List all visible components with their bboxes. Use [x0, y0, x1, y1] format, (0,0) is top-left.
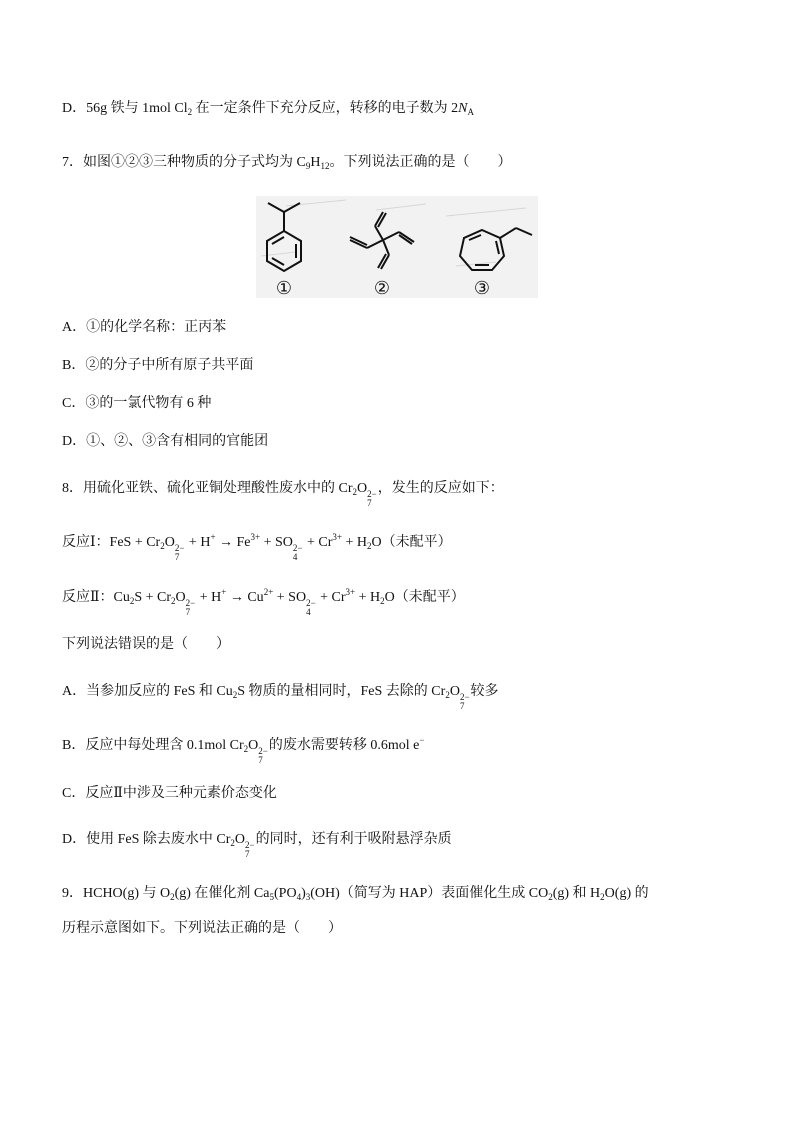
stem-text: (PO	[274, 886, 297, 901]
unbalanced-note: （未配平）	[381, 535, 452, 550]
option-text: B．反应中每处理含 0.1mol Cr	[62, 738, 244, 753]
q9-stem-line2	[62, 919, 342, 939]
stem-text: 9．HCHO(g) 与 O	[62, 886, 171, 901]
q7-option-a: A．①的化学名称：正丙苯	[62, 320, 227, 335]
q8-option-d: D．使用 FeS 除去废水中 $Cr_2O$ 2− 7 的同时，还有利于吸附悬浮杂质	[62, 832, 452, 859]
reaction-label: 反应Ⅰ：	[62, 535, 110, 550]
q8-option-a: A．当参加反应的 FeS 和 $Cu_2S$ 物质的量相同时，FeS 去除的 $Cr_2O$ 2− 7 较多	[62, 684, 499, 711]
stem-text: 7．如图①②③三种物质的分子式均为 C	[62, 155, 306, 170]
stem-text: ）	[497, 155, 512, 170]
subscript: 9	[305, 161, 311, 171]
q6-option-d	[62, 99, 474, 119]
option-text: 的废水需要转移 0.6mol e	[268, 738, 420, 753]
q8-option-c: C．反应Ⅱ中涉及三种元素价态变化	[62, 786, 277, 801]
option-text: 在一定条件下充分反应，转移的电子数为 2	[192, 101, 459, 116]
option-text: S 物质的量相同时，FeS 去除的 Cr	[237, 684, 446, 699]
reaction-2: 反应Ⅱ：$Cu_2S + Cr_2O$ 2− 7 + $H^+ \to Cu^{2+}$ + SO 2− 4 + $Cr^{3+} + H_2O$（未配平）	[62, 587, 465, 617]
stem-text: )	[301, 886, 306, 901]
subscript: A	[467, 107, 474, 117]
stem-text: 。下列说法正确的是（	[329, 155, 470, 170]
q8-stem: 8．用硫化亚铁、硫化亚铜处理酸性废水中的 $Cr_2O$ 2− 7 ，发生的反应如下：	[62, 481, 504, 508]
question-text: 下列说法错误的是（	[62, 637, 188, 652]
figure-label-2: ②	[373, 278, 391, 298]
q8-question	[62, 635, 230, 655]
stem-text: (g) 在催化剂 Ca	[174, 886, 270, 901]
option-text: A．当参加反应的 FeS 和 Cu	[62, 684, 233, 699]
option-text: 的同时，还有利于吸附悬浮杂质	[255, 832, 452, 847]
option-text: D．使用 FeS 除去废水中 Cr	[62, 832, 231, 847]
subscript: 2	[187, 107, 193, 117]
reaction-label: 反应Ⅱ：	[62, 590, 114, 605]
stem-text: 历程示意图如下。下列说法正确的是（	[62, 921, 300, 936]
q7-option-b: B．②的分子中所有原子共平面	[62, 358, 254, 373]
stem-text: H	[310, 155, 321, 170]
q8-option-b: B．反应中每处理含 0.1mol $Cr_2O$ 2− 7 的废水需要转移 0.6mol e−	[62, 735, 425, 765]
q7-option-c: C．③的一氯代物有 6 种	[62, 396, 212, 411]
q9-stem-line1: 9．HCHO(g) 与 $O_2(g)$ 在催化剂 $Ca_5(PO_4)_3(OH)$（简写为 HAP）表面催化生成 $CO_2(g)$ 和 $H_2O(g)$ 的	[62, 886, 649, 902]
stem-text: 8．用硫化亚铁、硫化亚铜处理酸性废水中的 Cr	[62, 481, 353, 496]
option-text: 56g 铁与 1mol Cl	[86, 101, 188, 116]
subscript: 12	[320, 161, 330, 171]
stem-text: (g) 和 H	[552, 886, 601, 901]
stem-text: ，发生的反应如下：	[377, 481, 504, 496]
option-label: D．	[62, 101, 87, 116]
question-text: ）	[216, 637, 230, 652]
figure-label-3: ③	[473, 278, 491, 298]
stem-text: O(g) 的	[604, 886, 649, 901]
avogadro-symbol: N	[458, 101, 468, 116]
reaction-1: 反应Ⅰ：FeS + $Cr_2O$ 2− 7 + $H^+ \to Fe^{3+}$ + SO 2− 4 + $Cr^{3+} + H_2O$（未配平）	[62, 532, 452, 562]
stem-text: ）	[328, 921, 342, 936]
figure-label-1: ①	[275, 278, 293, 298]
unbalanced-note: （未配平）	[394, 590, 465, 605]
molecule-structures-figure	[256, 196, 538, 298]
option-text: 较多	[470, 684, 499, 699]
stem-text: (OH)（简写为 HAP）表面催化生成 CO	[310, 886, 549, 901]
q7-option-d: D．①、②、③含有相同的官能团	[62, 434, 269, 449]
q7-stem	[62, 153, 511, 173]
